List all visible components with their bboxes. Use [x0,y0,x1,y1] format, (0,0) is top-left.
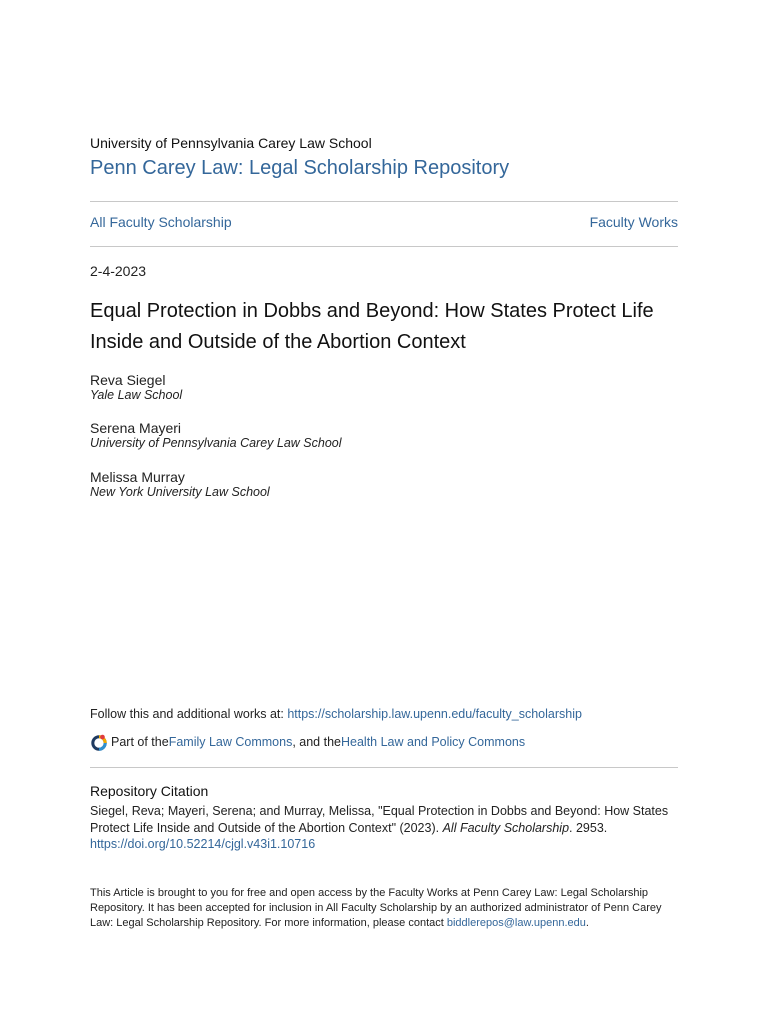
notice-end: . [585,917,589,929]
author-block [90,420,342,450]
citation-body: Siegel, Reva; Mayeri, Serena; and Murray, Melissa, "Equal Protection in Dobbs and Beyond: How States Protect Life Inside and Outside of the Abortion Context" (2023). [90,804,669,835]
notice-text: This Article is brought to you for free and open access by the Faculty Works at Penn Carey Law: Legal Scholarship Repository. It has been accepted for inclusion in All Faculty Scholarship by an authorized administrator of Penn Carey Law: Legal Scholarship Repository. For more information, please contact [90,887,662,929]
citation-text [90,803,678,853]
access-notice [90,886,678,931]
health-law-policy-commons-link[interactable]: Health Law and Policy Commons [340,735,526,749]
divider [90,246,678,247]
author-affiliation: Yale Law School [90,388,183,402]
faculty-scholarship-url-link[interactable]: https://scholarship.law.upenn.edu/faculty_scholarship [287,707,582,721]
author-name: Melissa Murray [90,469,185,485]
follow-prefix: Follow this and additional works at: [90,707,288,721]
author-block [90,372,182,402]
citation-series: All Faculty Scholarship [442,820,570,835]
follow-line [90,707,582,721]
author-block [90,469,270,499]
citation-number: . 2953. [569,820,608,835]
part-of-prefix: Part of the [111,735,169,749]
article-title: Equal Protection in Dobbs and Beyond: How States Protect Life Inside and Outside of the Abortion Context [90,300,654,353]
publication-date: 2-4-2023 [90,263,147,279]
citation-heading: Repository Citation [90,783,209,799]
part-of-middle: , and the [292,735,341,749]
bepress-commons-icon [90,733,108,751]
family-law-commons-link[interactable]: Family Law Commons [168,735,293,749]
author-affiliation: New York University Law School [90,485,270,499]
author-affiliation: University of Pennsylvania Carey Law School [90,436,342,450]
faculty-works-link[interactable]: Faculty Works [589,214,678,230]
repository-link[interactable]: Penn Carey Law: Legal Scholarship Repository [90,157,510,179]
author-name: Reva Siegel [90,372,166,388]
doi-link[interactable]: https://doi.org/10.52214/cjgl.v43i1.10716 [90,837,316,851]
divider [90,201,678,202]
institution-name: University of Pennsylvania Carey Law School [90,135,372,151]
author-name: Serena Mayeri [90,420,182,436]
contact-email-link[interactable]: biddlerepos@law.upenn.edu [446,917,586,929]
part-of-line [90,733,525,751]
all-faculty-scholarship-link[interactable]: All Faculty Scholarship [90,214,232,230]
divider [90,767,678,768]
